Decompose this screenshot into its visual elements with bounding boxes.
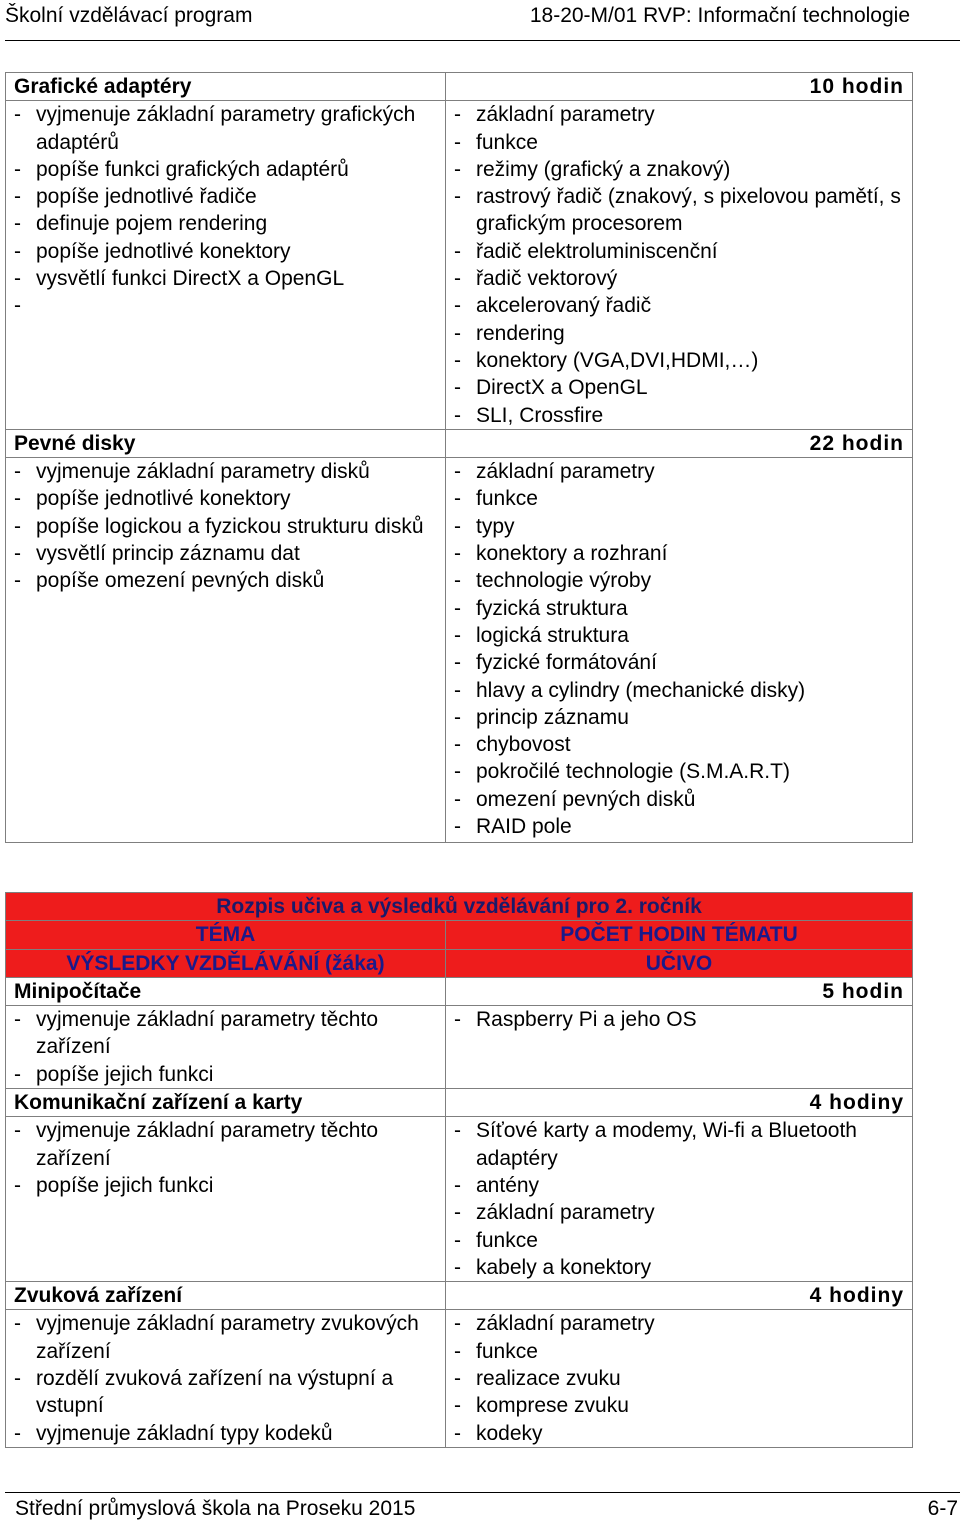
col-outcomes-header: VÝSLEDKY VZDĚLÁVÁNÍ (žáka) <box>6 949 446 977</box>
list-item: - technologie výroby <box>454 567 904 594</box>
column-header-row <box>6 949 913 977</box>
content-cell <box>446 101 913 430</box>
list-item: - DirectX a OpenGL <box>454 374 904 401</box>
topic-body-row <box>6 101 913 430</box>
outcomes-cell <box>6 101 446 430</box>
topic-row <box>6 1089 913 1117</box>
list-item: - antény <box>454 1172 904 1199</box>
outcomes-cell <box>6 1310 446 1447</box>
topic-title: Zvuková zařízení <box>6 1282 446 1310</box>
list-item: - základní parametry <box>454 458 904 485</box>
outcomes-cell <box>6 1117 446 1282</box>
topic-row <box>6 1282 913 1310</box>
list-item: - konektory (VGA,DVI,HDMI,…) <box>454 347 904 374</box>
list-item: - popíše funkci grafických adaptérů <box>14 156 437 183</box>
list-item: - funkce <box>454 129 904 156</box>
list-item: - popíše omezení pevných disků <box>14 567 437 594</box>
content-list <box>454 1117 904 1281</box>
list-item: - řadič vektorový <box>454 265 904 292</box>
list-item: - popíše jednotlivé konektory <box>14 238 437 265</box>
list-item: - popíše jednotlivé konektory <box>14 485 437 512</box>
list-item: - pokročilé technologie (S.M.A.R.T) <box>454 758 904 785</box>
list-item: - Síťové karty a modemy, Wi-fi a Bluetooth adaptéry <box>454 1117 904 1172</box>
list-item: - kabely a konektory <box>454 1254 904 1281</box>
list-item: - definuje pojem rendering <box>14 210 437 237</box>
column-header-row <box>6 921 913 949</box>
list-item: - realizace zvuku <box>454 1365 904 1392</box>
list-item: - řadič elektroluminiscenční <box>454 238 904 265</box>
list-item: - rendering <box>454 320 904 347</box>
topic-row <box>6 429 913 457</box>
topic-hours: 4 hodiny <box>446 1089 913 1117</box>
topic-title: Minipočítače <box>6 977 446 1005</box>
topic-body-row <box>6 458 913 843</box>
content-cell <box>446 1310 913 1447</box>
footer-school-name: Střední průmyslová škola na Proseku 2015 <box>15 1497 416 1520</box>
list-item: - popíše jejich funkci <box>14 1061 437 1088</box>
list-item: - SLI, Crossfire <box>454 402 904 429</box>
curriculum-table-1 <box>5 72 913 843</box>
list-item: - vyjmenuje základní typy kodeků <box>14 1420 437 1447</box>
list-item: - akcelerovaný řadič <box>454 292 904 319</box>
list-item: - rastrový řadič (znakový, s pixelovou pamětí, s grafickým procesorem <box>454 183 904 238</box>
topic-row <box>6 977 913 1005</box>
content-cell <box>446 1006 913 1089</box>
outcomes-list <box>14 101 437 292</box>
topic-body-row <box>6 1006 913 1089</box>
year-title: Rozpis učiva a výsledků vzdělávání pro 2. ročník <box>6 893 913 921</box>
list-item: - funkce <box>454 485 904 512</box>
page-header <box>5 2 910 30</box>
list-item: - základní parametry <box>454 1199 904 1226</box>
list-item: - vyjmenuje základní parametry zvukových zařízení <box>14 1310 437 1365</box>
list-item: - fyzická struktura <box>454 595 904 622</box>
list-item: - popíše jejich funkci <box>14 1172 437 1199</box>
footer-divider <box>5 1492 960 1493</box>
outcomes-list <box>14 458 437 594</box>
list-item: - vysvětlí funkci DirectX a OpenGL <box>14 265 437 292</box>
topic-title: Pevné disky <box>6 429 446 457</box>
header-school-program: Školní vzdělávací program <box>5 4 253 27</box>
header-rvp-code: 18-20-M/01 RVP: Informační technologie <box>529 4 910 27</box>
list-item: - omezení pevných disků <box>454 786 904 813</box>
list-item: - popíše jednotlivé řadiče <box>14 183 437 210</box>
list-item: - princip záznamu <box>454 704 904 731</box>
list-item: - Raspberry Pi a jeho OS <box>454 1006 904 1033</box>
outcomes-list <box>14 1310 437 1446</box>
outcomes-cell <box>6 458 446 843</box>
topic-hours: 4 hodiny <box>446 1282 913 1310</box>
content-cell <box>446 458 913 843</box>
topic-row <box>6 73 913 101</box>
outcomes-cell <box>6 1006 446 1089</box>
list-item: - vyjmenuje základní parametry těchto zařízení <box>14 1006 437 1061</box>
list-item: - rozdělí zvuková zařízení na výstupní a vstupní <box>14 1365 437 1420</box>
list-item: - základní parametry <box>454 101 904 128</box>
topic-body-row <box>6 1310 913 1447</box>
list-item: - vyjmenuje základní parametry těchto zařízení <box>14 1117 437 1172</box>
list-item: - komprese zvuku <box>454 1392 904 1419</box>
list-item: - vyjmenuje základní parametry grafických adaptérů <box>14 101 437 156</box>
col-topic-header: TÉMA <box>6 921 446 949</box>
list-item: - základní parametry <box>454 1310 904 1337</box>
list-item: - logická struktura <box>454 622 904 649</box>
list-item: - popíše logickou a fyzickou strukturu disků <box>14 513 437 540</box>
list-item: - vysvětlí princip záznamu dat <box>14 540 437 567</box>
list-item: - režimy (grafický a znakový) <box>454 156 904 183</box>
footer-page-number: 6-7 <box>927 1497 958 1520</box>
list-item: - funkce <box>454 1227 904 1254</box>
topic-hours: 5 hodin <box>446 977 913 1005</box>
list-item: - chybovost <box>454 731 904 758</box>
list-item: - hlavy a cylindry (mechanické disky) <box>454 677 904 704</box>
topic-hours: 10 hodin <box>446 73 913 101</box>
list-item: - kodeky <box>454 1420 904 1447</box>
header-divider <box>5 40 960 41</box>
content-list <box>454 458 904 840</box>
outcomes-list <box>14 1117 437 1199</box>
list-item: - funkce <box>454 1338 904 1365</box>
content-list <box>454 101 904 429</box>
col-hours-header: POČET HODIN TÉMATU <box>446 921 913 949</box>
topic-hours: 22 hodin <box>446 429 913 457</box>
content-cell <box>446 1117 913 1282</box>
list-item: - fyzické formátování <box>454 649 904 676</box>
topic-title: Grafické adaptéry <box>6 73 446 101</box>
topic-title: Komunikační zařízení a karty <box>6 1089 446 1117</box>
curriculum-table-2 <box>5 892 913 1448</box>
year-title-row <box>6 893 913 921</box>
topic-body-row <box>6 1117 913 1282</box>
col-content-header: UČIVO <box>446 949 913 977</box>
content-list <box>454 1006 904 1033</box>
list-item: - RAID pole <box>454 813 904 840</box>
outcomes-list <box>14 1006 437 1088</box>
page-footer <box>5 1494 960 1524</box>
list-item: - vyjmenuje základní parametry disků <box>14 458 437 485</box>
list-item: - typy <box>454 513 904 540</box>
list-item: - konektory a rozhraní <box>454 540 904 567</box>
content-list <box>454 1310 904 1446</box>
